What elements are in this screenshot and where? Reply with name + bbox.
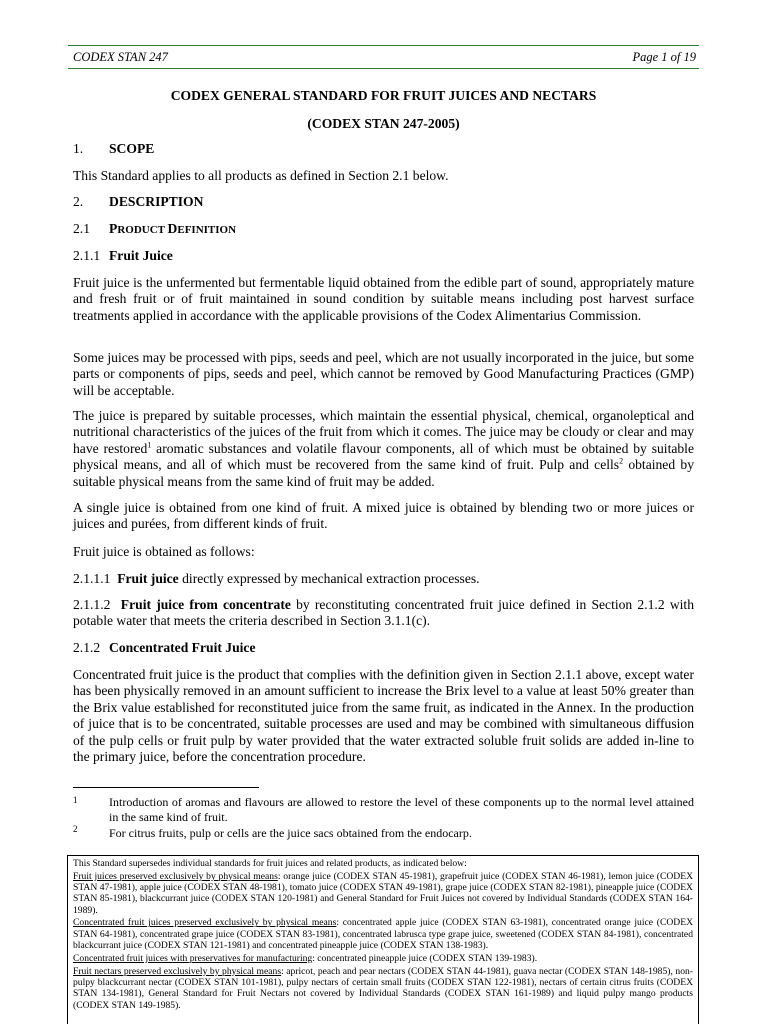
footnote-separator	[73, 787, 259, 788]
box-paragraph-nectars: Fruit nectars preserved exclusively by physical means: apricot, peach and pear nectars (CODEX STAN 44-1981), guava nectar (CODEX STAN 148-1985), non-pulpy blackcurrant nectar (CODEX STAN 101-1981), pulpy nectars of certain small fruits (CODEX STAN 122-1981), nectars of certain citrus fruits (CODEX STAN 134-1981), General Standard for Fruit Nectars not covered by Individual Standards (CODEX STAN 161-1989) and liquid pulpy mango products (CODEX STAN 149-1985).	[73, 965, 693, 1011]
item-number: 2.1.1.2	[73, 597, 111, 612]
section-title: Concentrated Fruit Juice	[109, 640, 256, 655]
section-title: PRODUCT DEFINITION	[109, 221, 237, 236]
footnote-1-text: Introduction of aromas and flavours are allowed to restore the level of these components up to the normal level attained in the same kind of fruit.	[109, 795, 694, 824]
item-2-1-1-2: 2.1.1.2 Fruit juice from concentrate by reconstituting concentrated fruit juice defined in Section 2.1.2 with potable water that meets the criteria described in Section 3.1.1(c).	[73, 597, 694, 629]
paragraph-fruit-juice-definition: Fruit juice is the unfermented but fermentable liquid obtained from the edible part of sound, appropriately mature and fresh fruit or of fruit maintained in sound condition by suitable means including post harvest surface treatments applied in accordance with the applicable provisions of the Codex Alimentarius Commission.	[73, 275, 694, 323]
section-description-heading	[73, 194, 694, 210]
document-title: CODEX GENERAL STANDARD FOR FRUIT JUICES AND NECTARS	[170, 88, 597, 103]
header-rule-bottom	[68, 68, 699, 69]
paragraph-juice-preparation: The juice is prepared by suitable processes, which maintain the essential physical, chemical, organoleptical and nutritional characteristics of the juices of the fruit from which it comes. The juice may be cloudy or clear and may have restored$^1$ aromatic substances and volatile flavour components, all of which must be obtained by suitable physical means, and all of which must be recovered from the same kind of fruit. Pulp and cells$^2$ obtained by suitable physical means from the same kind of fruit may be added.	[73, 408, 694, 489]
footnote-ref-2: 2	[619, 456, 624, 466]
section-title: SCOPE	[109, 141, 155, 156]
paragraph-pips-seeds: Some juices may be processed with pips, seeds and peel, which are not usually incorporated in the juice, but some parts or components of pips, seeds and peel, which cannot be removed by Good Manufacturing Practices (GMP) will be acceptable.	[73, 350, 694, 398]
box-intro: This Standard supersedes individual standards for fruit juices and related products, as indicated below:	[73, 858, 467, 869]
header-rule-top	[68, 45, 699, 46]
section-scope-heading	[73, 141, 694, 157]
header-left: CODEX STAN 247	[73, 50, 168, 64]
supersedes-box	[67, 855, 699, 1024]
footnote-2-number: 2	[73, 824, 78, 834]
section-concentrated-juice-heading	[73, 640, 694, 656]
document-subtitle: (CODEX STAN 247-2005)	[307, 116, 460, 131]
footnote-ref-1: 1	[147, 440, 152, 450]
paragraph-concentrated-juice: Concentrated fruit juice is the product that complies with the definition given in Section 2.1.1 above, except water has been physically removed in an amount sufficient to increase the Brix level to a value at least 50% greater than the Brix value established for reconstituted juice from the same fruit, as indicated in the Annex. In the production of juice that is to be concentrated, suitable processes are used and may be combined with simultaneous diffusion of the pulp cells or fruit pulp by water provided that the water extracted soluble fruit solids are added in-line to the primary juice, before the concentration procedure.	[73, 667, 694, 765]
section-number: 2.1.2	[73, 640, 101, 655]
item-number: 2.1.1.1	[73, 571, 111, 586]
header-page-number: Page 1 of 19	[632, 50, 696, 64]
section-title: DESCRIPTION	[109, 194, 204, 209]
section-number: 1.	[73, 141, 84, 156]
section-product-definition-heading	[73, 221, 694, 238]
paragraph-obtained-as-follows: Fruit juice is obtained as follows:	[73, 544, 255, 559]
section-number: 2.1.1	[73, 248, 101, 263]
scope-paragraph: This Standard applies to all products as defined in Section 2.1 below.	[73, 168, 449, 183]
item-2-1-1-1: 2.1.1.1 Fruit juice directly expressed by mechanical extraction processes.	[73, 571, 480, 586]
footnote-1-number: 1	[73, 795, 78, 805]
box-paragraph-preservatives: Concentrated fruit juices with preservatives for manufacturing: concentrated pineapple juice (CODEX STAN 139-1983).	[73, 952, 538, 964]
section-title: Fruit Juice	[109, 248, 173, 263]
paragraph-single-mixed-juice: A single juice is obtained from one kind of fruit. A mixed juice is obtained by blending two or more juices or juices and purées, from different kinds of fruit.	[73, 500, 694, 532]
section-fruit-juice-heading	[73, 248, 694, 264]
section-number: 2.	[73, 194, 84, 209]
footnote-2-text: For citrus fruits, pulp or cells are the juice sacs obtained from the endocarp.	[109, 826, 472, 840]
section-number: 2.1	[73, 221, 90, 236]
item-title: Fruit juice	[117, 571, 179, 586]
box-paragraph-concentrated-juices: Concentrated fruit juices preserved exclusively by physical means: concentrated apple juice (CODEX STAN 63-1981), concentrated orange juice (CODEX STAN 64-1981), concentrated grape juice (CODEX STAN 83-1981), concentrated labrusca type grape juice, sweetened (CODEX STAN 84-1981), concentrated blackcurrant juice (CODEX STAN 121-1981) and concentrated pineapple juice (CODEX STAN 138-1983).	[73, 917, 693, 952]
item-title: Fruit juice from concentrate	[120, 597, 291, 612]
box-paragraph-fruit-juices: Fruit juices preserved exclusively by physical means: orange juice (CODEX STAN 45-1981), grapefruit juice (CODEX STAN 46-1981), lemon juice (CODEX STAN 47-1981), apple juice (CODEX STAN 48-1981), tomato juice (CODEX STAN 49-1981), grape juice (CODEX STAN 82-1981), pineapple juice (CODEX STAN 85-1981), blackcurrant juice (CODEX STAN 120-1981) and General Standard for Fruit Juices not covered by Individual Standards (CODEX STAN 164-1989).	[73, 870, 693, 916]
